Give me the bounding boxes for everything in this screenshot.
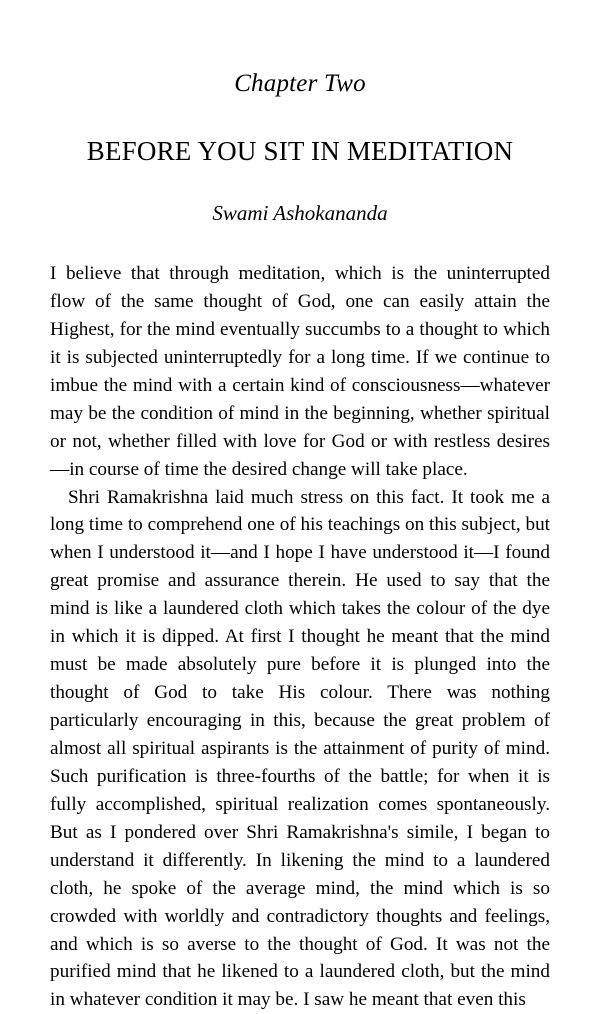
author-name: Swami Ashokananda (50, 201, 550, 226)
body-text (50, 260, 550, 1014)
paragraph-1: I believe that through meditation, which is the uninterrupted flow of the same thought of God, one can easily attain the Highest, for the mind eventually succumbs to a thought to which it is subjected uninterruptedly for a long time. If we continue to imbue the mind with a certain kind of consciousness—whatever may be the condition of mind in the beginning, whether spiritual or not, whether filled with love for God or with restless desires—in course of time the desired change will take place. (50, 260, 550, 484)
chapter-label: Chapter Two (50, 70, 550, 98)
page-title: BEFORE YOU SIT IN MEDITATION (50, 136, 550, 167)
paragraph-2: Shri Ramakrishna laid much stress on this fact. It took me a long time to comprehend one of his teachings on this subject, but when I understood it—and I hope I have understood it—I found great promise and assurance therein. He used to say that the mind is like a laundered cloth which takes the colour of the dye in which it is dipped. At first I thought he meant that the mind must be made absolutely pure before it is plunged into the thought of God to take His colour. There was nothing particularly encouraging in this, because the great problem of almost all spiritual aspirants is the attainment of purity of mind. Such purification is three-fourths of the battle; for when it is fully accomplished, spiritual realization comes spontaneously. But as I pondered over Shri Ramakrishna's simile, I began to understand it differently. In likening the mind to a laundered cloth, he spoke of the average mind, the mind which is so crowded with worldly and contradictory thoughts and feelings, and which is so averse to the thought of God. It was not the purified mind that he likened to a laundered cloth, but the mind in whatever condition it may be. I saw he meant that even this (50, 484, 550, 1014)
